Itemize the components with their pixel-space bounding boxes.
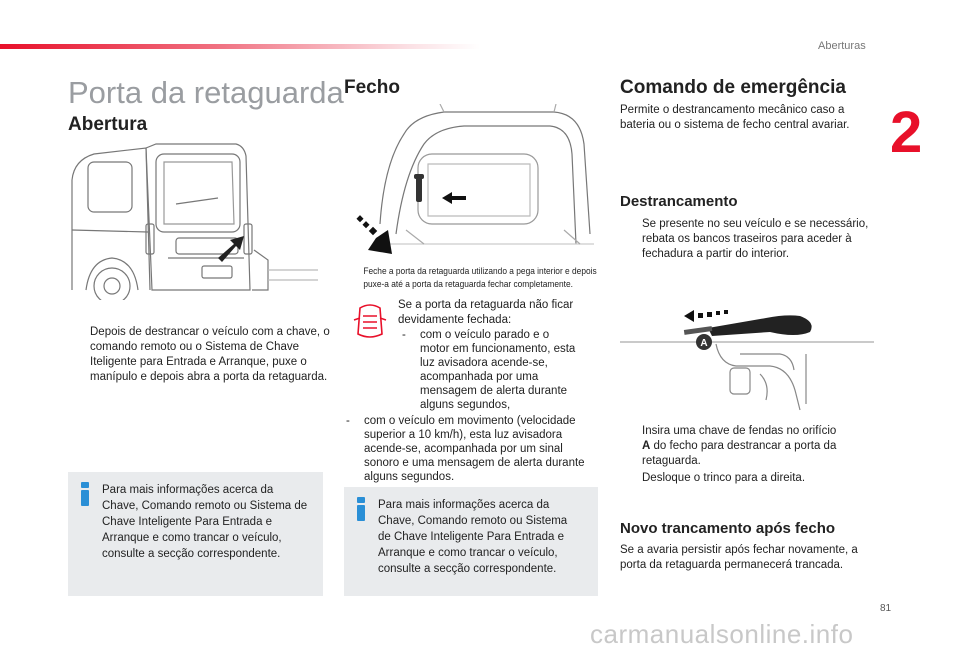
destrancamento-bullet-2-label: A [642, 440, 651, 452]
info-text-col1: Para mais informações acerca da Chave, Comando remoto ou Sistema de Chave Inteligente Para Entrada e Arranque e como trancar o veículo, consulte a secção correspondente. [102, 484, 308, 560]
header-accent-bar [0, 44, 480, 49]
emergency-unlock-figure [620, 294, 876, 412]
emergency-intro: Permite o destrancamento mecânico caso a bateria ou o sistema de fecho central avariar. [620, 104, 850, 131]
destrancamento-bullet-3-text: Desloque o trinco para a direita. [642, 472, 806, 484]
destrancamento-bullet-3 [620, 471, 882, 486]
page-number: 81 [880, 603, 892, 614]
destrancamento-heading: Destrancamento [620, 193, 738, 210]
dash-marker: - [402, 329, 406, 341]
fecho-caption-text: Feche a porta da retaguarda utilizando a pega interior e depois puxe-a até a porta da retaguarda fechar completamente. [363, 266, 597, 290]
rear-door-opening-figure [68, 140, 324, 300]
section-title: Aberturas [818, 40, 866, 52]
label-a-text: A [700, 338, 708, 349]
chapter-number: 2 [890, 100, 923, 165]
destrancamento-bullet-1-text: Se presente no seu veículo e se necessário, rebata os bancos traseiros para aceder à fechadura a partir do interior. [642, 218, 869, 260]
warning-item-2-text: com o veículo em movimento (velocidade superior a 10 km/h), esta luz avisadora acende-se, acompanhada por um sinal sonoro e uma mensagem de alerta durante alguns segundos. [364, 415, 585, 483]
warning-intro: Se a porta da retaguarda não ficar devidamente fechada: [398, 299, 574, 326]
destrancamento-bullet-2-text-a: Insira uma chave de fendas no orifício [642, 425, 837, 437]
fecho-caption [344, 265, 614, 291]
info-icon [80, 482, 90, 506]
destrancamento-bullet-2-text-c: do fecho para destrancar a porta da retaguarda. [642, 440, 837, 467]
info-icon [356, 497, 366, 521]
fecho-heading: Fecho [344, 77, 400, 98]
destrancamento-bullet-1 [620, 217, 900, 262]
destrancamento-bullet-2 [620, 424, 872, 469]
warning-item-2 [346, 414, 600, 484]
watermark: carmanualsonline.info [590, 619, 854, 649]
info-box-col2 [344, 487, 598, 596]
emergency-heading: Comando de emergência [620, 77, 846, 98]
abertura-heading: Abertura [68, 114, 148, 135]
dash-marker: - [346, 415, 350, 427]
abertura-bullet [68, 325, 340, 385]
tailgate-closing-figure [344, 104, 600, 259]
novo-trancamento-text: Se a avaria persistir após fechar novamente, a porta da retaguarda permanecerá trancada. [620, 544, 858, 571]
warning-item-1-text: com o veículo parado e o motor em funcionamento, esta luz avisadora acende-se, acompanhada por uma mensagem de alerta durante alguns segundos, [420, 329, 576, 411]
page-title: Porta da retaguarda [68, 75, 344, 110]
abertura-bullet-text: Depois de destrancar o veículo com a chave, o comando remoto ou o Sistema de Chave Iteligente para Entrada e Arranque, puxe o manípulo e depois abra a porta da retaguarda. [90, 326, 330, 383]
open-door-warning-icon [352, 302, 388, 342]
novo-trancamento-heading: Novo trancamento após fecho [620, 520, 836, 537]
info-box-col1 [68, 472, 323, 596]
warning-item-1 [402, 328, 580, 412]
info-text-col2: Para mais informações acerca da Chave, Comando remoto ou Sistema de Chave Inteligente Para Entrada e Arranque e como trancar o veículo, consulte a secção correspondente. [378, 499, 568, 575]
